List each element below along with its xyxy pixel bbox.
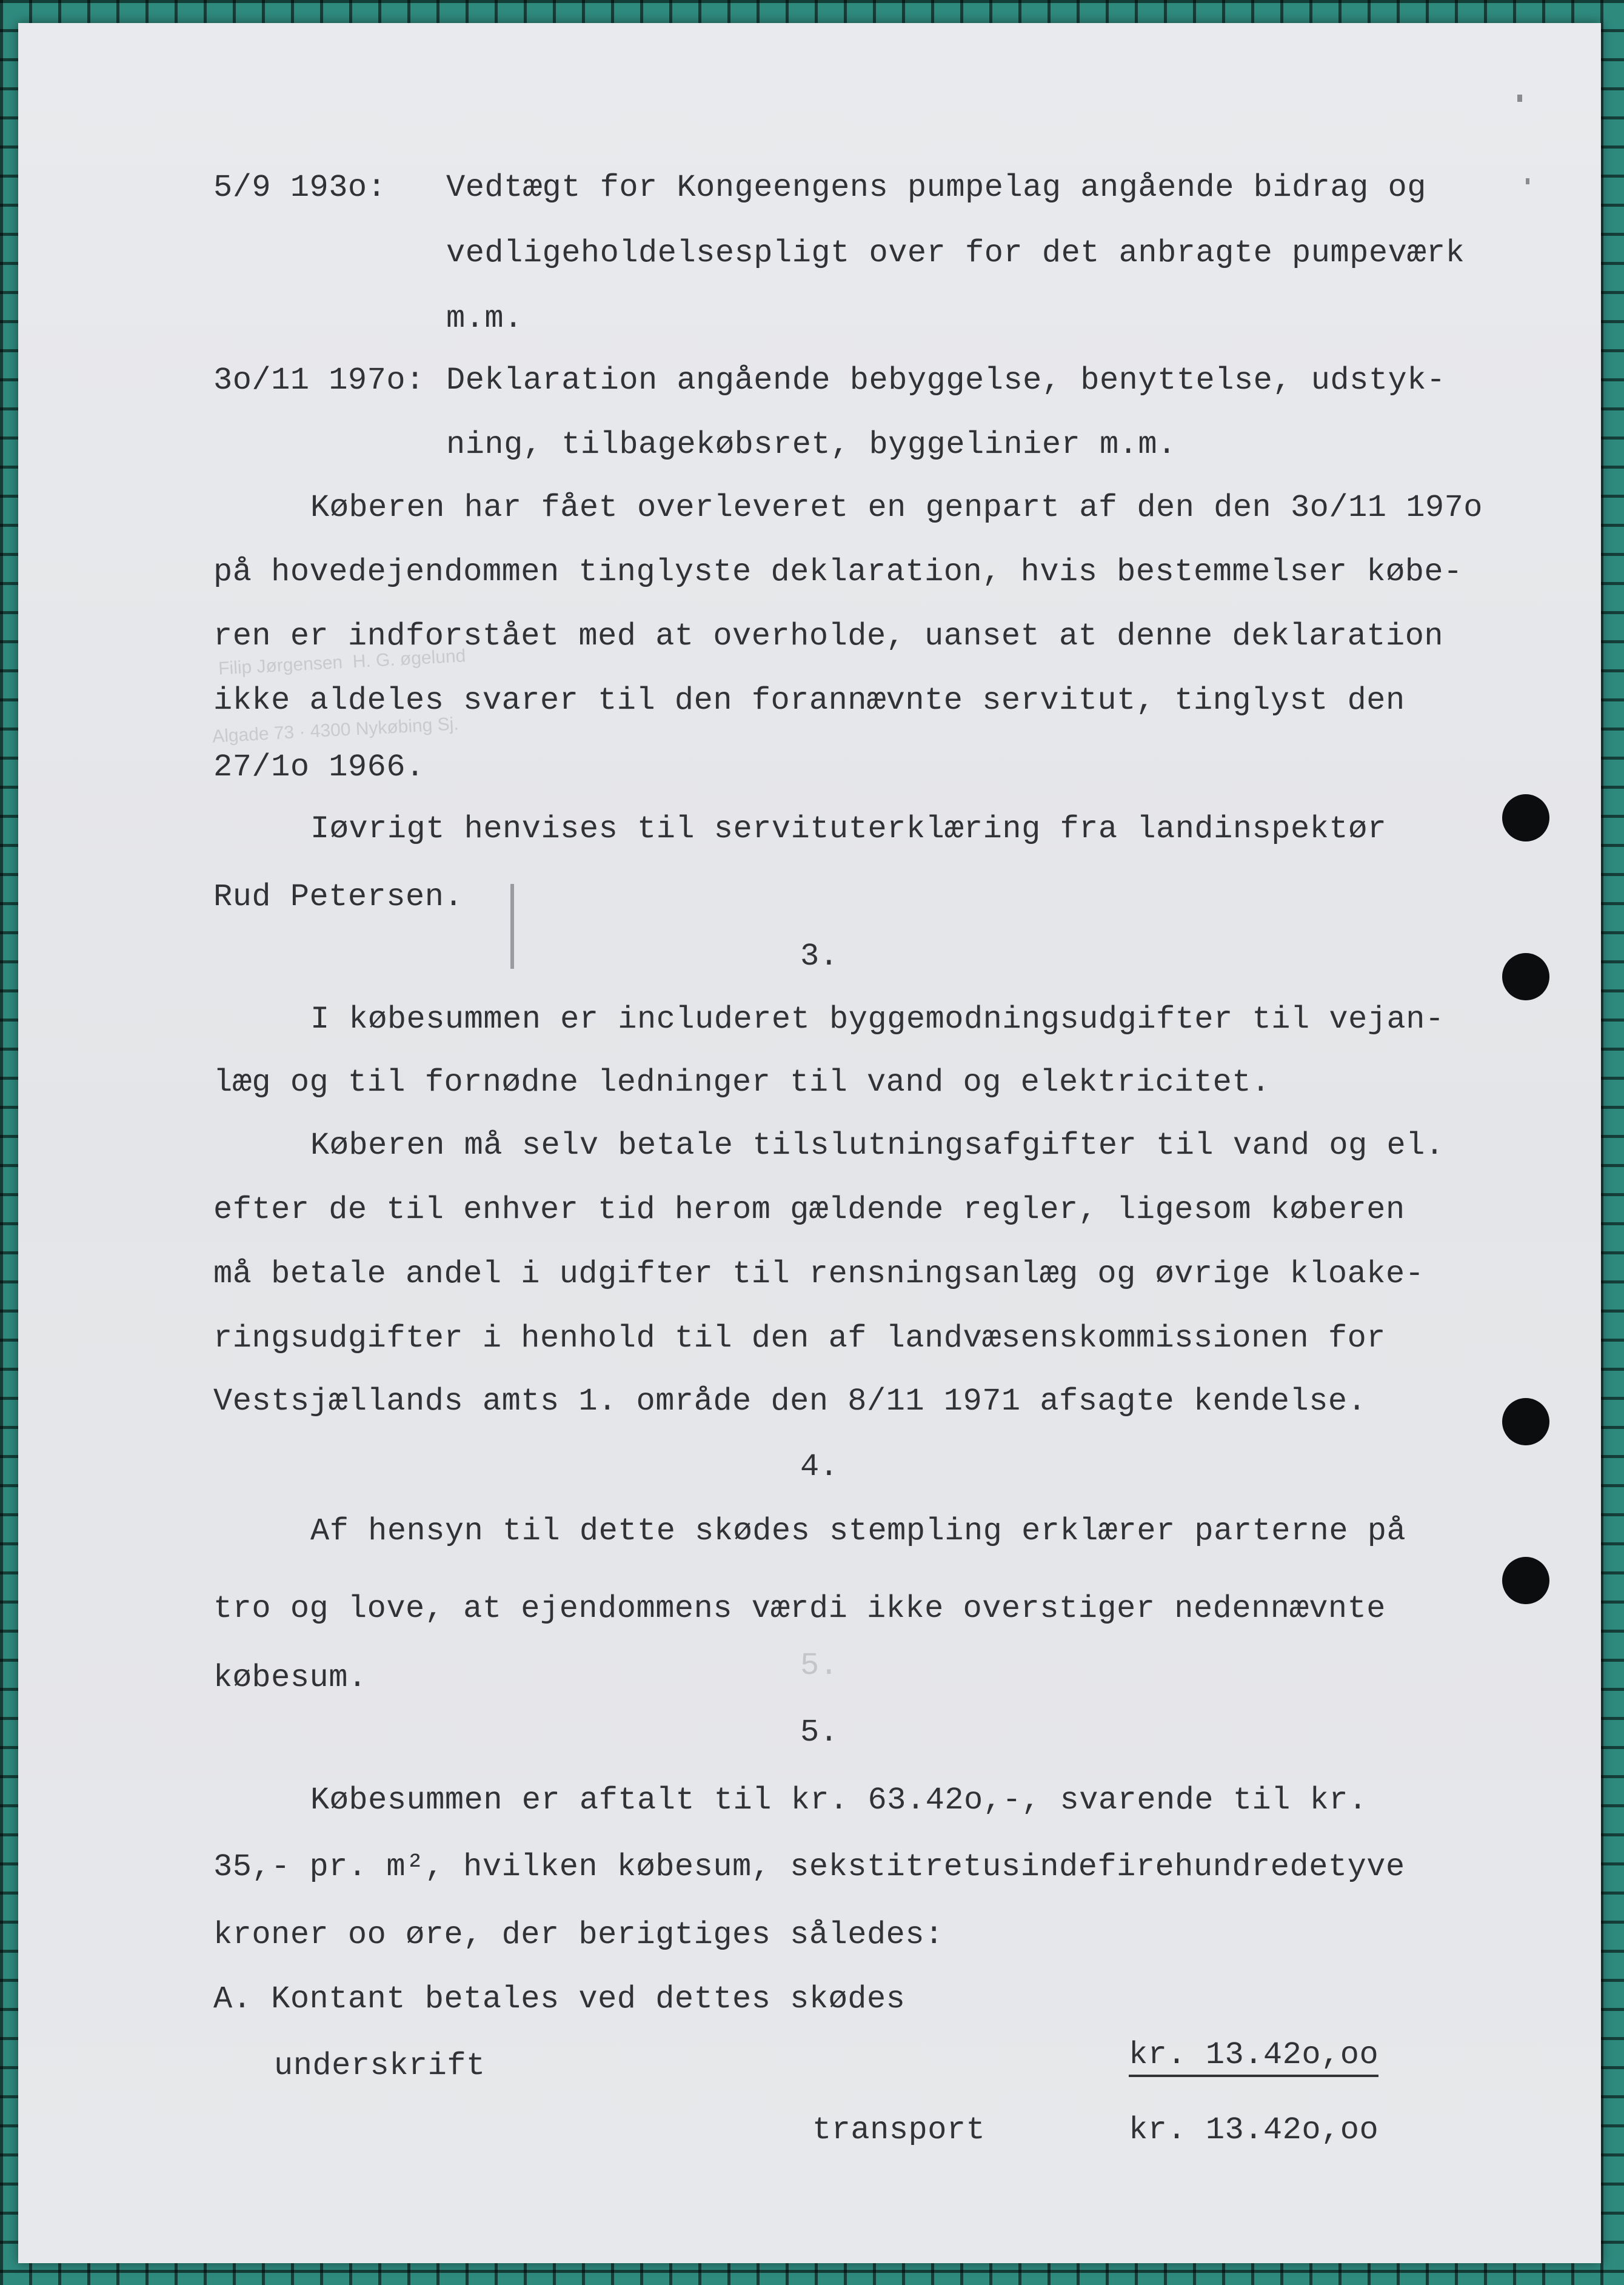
stamp-bleed-through: Filip Jørgensen H. G. øgelund: [218, 646, 467, 679]
punch-hole: [1502, 953, 1549, 1000]
document-page: [18, 23, 1601, 2263]
entry-text: Deklaration angående bebyggelse, benyttelse, udstyk-: [446, 363, 1446, 398]
paragraph-line: kroner oo øre, der berigtiges således:: [213, 1917, 944, 1953]
transport-label: transport: [812, 2112, 986, 2148]
section-number: 3.: [800, 938, 839, 974]
entry-text: m.m.: [446, 301, 523, 336]
paragraph-line: tro og love, at ejendommens værdi ikke overstiger nedennævnte: [213, 1591, 1386, 1627]
paragraph-line: 35,- pr. m², hvilken købesum, sekstitretusindefirehundredetyve: [213, 1849, 1405, 1885]
pencil-margin-mark: [510, 884, 514, 969]
entry-date: 5/9 193o:: [213, 170, 387, 206]
transport-amount: kr. 13.42o,oo: [1129, 2112, 1379, 2148]
payment-item-a-continued: underskrift: [274, 2048, 486, 2084]
entry-text: Vedtægt for Kongeengens pumpelag angående bidrag og: [446, 170, 1426, 206]
paragraph-line: Af hensyn til dette skødes stempling erklærer parterne på: [310, 1513, 1406, 1549]
paragraph-line: købesum.: [213, 1660, 367, 1696]
paragraph-line: efter de til enhver tid herom gældende regler, ligesom køberen: [213, 1192, 1405, 1228]
paragraph-line: ringsudgifter i henhold til den af landvæsenskommissionen for: [213, 1320, 1386, 1356]
paragraph-line: må betale andel i udgifter til rensningsanlæg og øvrige kloake-: [213, 1256, 1425, 1292]
paragraph-line: Køberen har fået overleveret en genpart af den den 3o/11 197o: [310, 490, 1483, 526]
paragraph-line: I købesummen er includeret byggemodningsudgifter til vejan-: [310, 1002, 1445, 1037]
paragraph-line: på hovedejendommen tinglyste deklaration, hvis bestemmelser købe-: [213, 554, 1463, 590]
paragraph-line: Købesummen er aftalt til kr. 63.42o,-, svarende til kr.: [310, 1782, 1368, 1818]
section-number: 4.: [800, 1449, 839, 1485]
section-number: 5.: [800, 1715, 839, 1750]
punch-hole: [1502, 794, 1549, 841]
paragraph-line: Køberen må selv betale tilslutningsafgifter til vand og el.: [310, 1128, 1445, 1163]
stamp-bleed-through-2: Algade 73 · 4300 Nykøbing Sj.: [212, 714, 459, 747]
entry-date: 3o/11 197o:: [213, 363, 425, 398]
paragraph-line: Rud Petersen.: [213, 879, 464, 915]
ink-speck: [1517, 95, 1522, 102]
punch-hole: [1502, 1398, 1549, 1445]
paragraph-line: ikke aldeles svarer til den forannævnte servitut, tinglyst den: [213, 683, 1405, 718]
entry-text: vedligeholdelsespligt over for det anbragte pumpeværk: [446, 235, 1465, 271]
paragraph-line: læg og til fornødne ledninger til vand og elektricitet.: [213, 1065, 1271, 1100]
ink-speck: [1526, 178, 1529, 184]
paragraph-line: 27/1o 1966.: [213, 749, 425, 785]
paragraph-line: Vestsjællands amts 1. område den 8/11 1971 afsagte kendelse.: [213, 1383, 1367, 1419]
payment-item-a: A. Kontant betales ved dettes skødes: [213, 1981, 906, 2017]
paragraph-line: Iøvrigt henvises til servituterklæring fra landinspektør: [310, 811, 1387, 847]
paragraph-line: ren er indforstået med at overholde, uanset at denne deklaration: [213, 618, 1444, 654]
punch-hole: [1502, 1557, 1549, 1604]
payment-item-a-amount: kr. 13.42o,oo: [1129, 2037, 1378, 2077]
faint-mark: 5.: [800, 1648, 839, 1684]
entry-text: ning, tilbagekøbsret, byggelinier m.m.: [446, 427, 1177, 463]
